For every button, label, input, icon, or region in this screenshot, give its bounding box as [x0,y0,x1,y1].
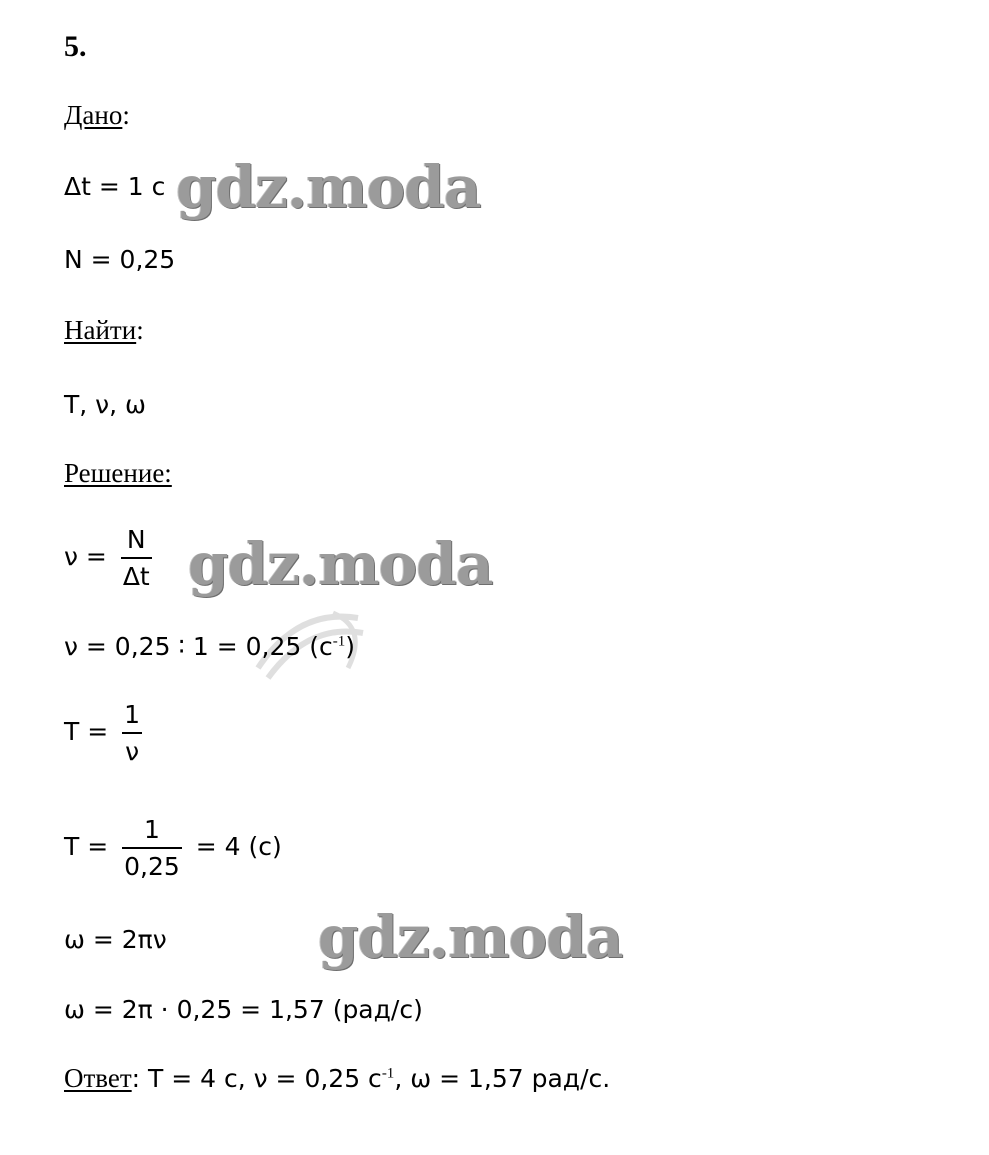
find-heading-line [64,315,144,346]
given-dt: Δt = 1 с [64,172,166,201]
t-calc-rhs: = 4 (с) [195,832,282,861]
t-formula-lhs: T = [64,717,109,746]
watermark-1: gdz.moda [176,153,481,221]
nu-denominator: Δt [122,562,150,591]
t-calc-fraction [122,815,182,881]
nu-formula [64,525,158,591]
faint-logo-watermark [238,598,378,688]
nu-formula-lhs: ν = [64,542,107,571]
watermark-2: gdz.moda [188,530,493,598]
t-numerator: 1 [122,700,142,734]
t-calc-denominator: 0,25 [124,852,180,881]
nu-calc-close: ) [345,632,355,661]
given-heading-line [64,100,130,131]
solution-heading: Решение: [64,458,172,488]
answer-heading: Ответ [64,1063,132,1093]
nu-calc-text: ν = 0,25 ∶ 1 = 0,25 (с [64,632,333,661]
given-heading: Дано [64,100,123,130]
t-calc-numerator: 1 [122,815,182,849]
nu-fraction [121,525,152,591]
given-colon: : [122,100,130,130]
t-fraction [122,700,142,766]
find-heading: Найти [64,315,137,345]
watermark-3: gdz.moda [318,903,623,971]
nu-calc-sup: -1 [332,633,346,650]
t-denominator: ν [125,737,140,766]
problem-number: 5. [64,30,87,63]
find-vars: T, ν, ω [64,390,146,419]
answer-text-2: , ω = 1,57 рад/с. [394,1064,611,1093]
omega-calc: ω = 2π · 0,25 = 1,57 (рад/с) [64,995,423,1024]
find-colon: : [136,315,144,345]
answer-line [64,1063,610,1094]
t-calc-lhs: T = [64,832,109,861]
omega-formula: ω = 2πν [64,925,167,954]
t-formula [64,700,148,766]
t-calc [64,815,282,881]
given-n: N = 0,25 [64,245,176,274]
answer-sup: -1 [381,1065,395,1082]
answer-text-1: : T = 4 с, ν = 0,25 с [131,1064,382,1093]
nu-numerator: N [121,525,152,559]
